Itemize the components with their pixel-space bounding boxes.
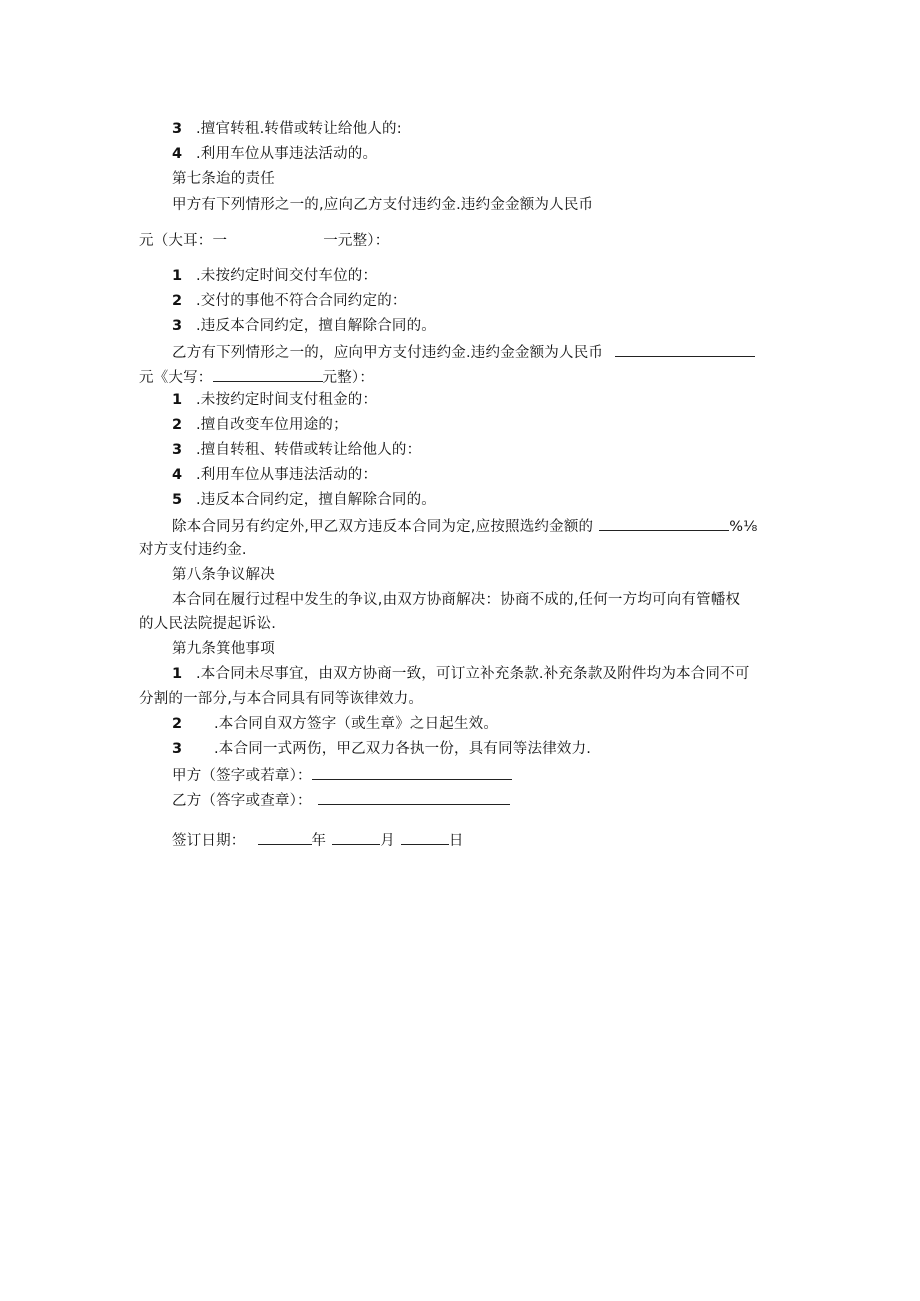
percent-suffix: %⅛ [729,519,758,535]
signature-blank [312,764,512,780]
general-penalty-continuation: 对方支付违约金. [139,542,247,558]
year-blank [258,829,312,845]
other-matters-item-3 [172,739,591,759]
party-a-item-1 [172,266,377,286]
party-a-amount-line [139,231,389,251]
signature-label: 乙方（答字或查章）： [172,793,312,809]
amount-prefix: 元（大耳：一 [139,233,228,249]
party-b-penalty-text [172,341,755,363]
party-a-signature-line [172,764,512,786]
item-number: 2 [172,293,183,309]
date-label: 签订日期： [172,833,246,849]
party-b-signature-line [172,789,510,811]
item-number: 2 [172,716,183,732]
party-a-penalty-text: 甲方有下列情形之一的,应向乙方支付违约金.违约金金额为人民币 [172,197,594,213]
item-text: .利用车位从事违法活动的： [196,467,378,483]
item-text: .本合同一式两伤，甲乙双力各执一份，具有同等法律效力. [214,741,592,757]
item-number: 1 [172,268,183,284]
signing-date-line [172,829,464,851]
party-b-item-5 [172,490,436,510]
item-number: 3 [172,318,183,334]
party-b-amount-line [139,366,374,388]
item-text: .利用车位从事违法活动的。 [196,146,378,162]
article-9-heading: 第九条箕他事项 [172,641,275,657]
item-text: .违反本合同约定，擅自解除合同的。 [196,492,437,508]
item-number: 3 [172,442,183,458]
item-number: 5 [172,492,183,508]
item-number: 2 [172,417,183,433]
signature-label: 甲方（签字或若章）： [172,768,312,784]
clause-7-item-3 [172,119,402,139]
item-text: .本合同自双方签字（或生章》之日起生效。 [214,716,499,732]
amount-suffix: 元整）： [322,370,375,386]
penalty-text: 乙方有下列情形之一的，应向甲方支付违约金.违约金金额为人民币 [172,345,604,361]
item-number: 1 [172,392,183,408]
penalty-text: 除本合同另有约定外,甲乙双方违反本合同为定,应按照选约金额的 [172,519,594,535]
signature-blank [318,789,510,805]
month-label: 月 [380,833,395,849]
item-text: .擅官转租.转借或转让给他人的: [196,121,402,137]
dispute-resolution-text: 本合同在履行过程中发生的争议,由双方协商解决：协商不成的,任何一方均可向有管幡权 [172,592,741,608]
other-matters-item-2 [172,714,498,734]
day-label: 日 [448,833,464,849]
clause-7-item-4 [172,144,377,164]
item-text: .交付的事他不符合合同约定的： [196,293,407,309]
day-blank [401,829,449,845]
other-matters-item-1 [172,664,750,684]
amount-blank [615,341,755,357]
article-8-heading: 第八条争议解决 [172,567,275,583]
party-b-item-3 [172,440,421,460]
party-a-item-2 [172,291,407,311]
party-b-item-2 [172,415,348,435]
amount-suffix: 一元整）： [323,233,390,249]
item-text: .擅自转租、转借或转让给他人的： [196,442,422,458]
dispute-resolution-continuation: 的人民法院提起诉讼. [139,616,277,632]
party-a-item-3 [172,316,436,336]
party-b-item-4 [172,465,377,485]
item-text: .违反本合同约定，擅自解除合同的。 [196,318,437,334]
item-number: 4 [172,146,183,162]
percent-blank [599,515,729,531]
party-b-item-1 [172,390,377,410]
item-text: .未按约定时间支付租金的： [196,392,378,408]
item-text: .擅自改变车位用途的； [196,417,348,433]
general-penalty-text [172,515,757,537]
month-blank [332,829,380,845]
amount-prefix: 元《大写： [139,370,213,386]
item-number: 3 [172,741,183,757]
article-7-heading: 第七条迨的责任 [172,171,275,187]
item-number: 4 [172,467,183,483]
year-label: 年 [311,833,327,849]
item-number: 1 [172,666,183,682]
other-matters-item-1-continuation: 分割的一部分,与本合同具有同等诙律效力。 [139,691,424,707]
item-text: .未按约定时间交付车位的： [196,268,378,284]
amount-blank [213,366,323,382]
item-number: 3 [172,121,183,137]
item-text: .本合同未尽事宜，由双方协商一致，可订立补充条款.补充条款及附件均为本合同不可 [196,666,750,682]
